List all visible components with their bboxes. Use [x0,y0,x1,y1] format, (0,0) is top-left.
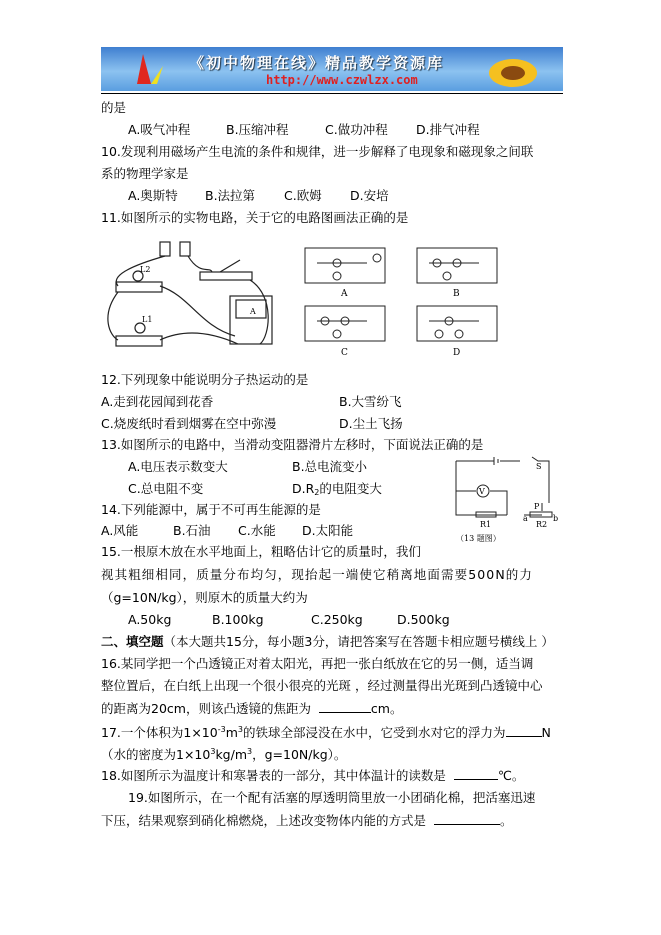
q15-option-b: B.100kg [212,612,264,627]
logo-icon [131,50,171,90]
diagram-label-c: C [341,348,348,358]
q10-option-c: C.欧姆 [284,188,322,203]
q13-text: 13.如图所示的电路中，当滑动变阻器滑片左移时，下面说法正确的是 [101,437,484,452]
q14-text: 14.下列能源中，属于不可再生能源的是 [101,502,321,517]
q11-text: 11.如图所示的实物电路，关于它的电路图画法正确的是 [101,210,409,225]
diagram-label-d: D [453,348,461,358]
q10-option-b: B.法拉第 [205,188,256,203]
q17-text-2: （水的密度为$1\times 10^3kg/m^3$，g=10N/kg）。 [101,747,347,762]
q13-option-d: $D.R_2$的电阻变大 [292,481,382,497]
q19-text: 19.如图所示，在一个配有活塞的厚透明筒里放一小团硝化棉，把活塞迅速 [128,790,536,805]
q9-option-c: C.做功冲程 [325,122,388,137]
q11-option-diagrams [297,236,507,361]
q9-option-b: B.压缩冲程 [226,122,289,137]
q16-answer-blank[interactable] [319,700,371,713]
q12-text: 12.下列现象中能说明分子热运动的是 [101,372,309,387]
q17-text: 17.一个体积为$1\times 10^{-3}m^3$的铁球全部浸没在水中，它受到水对它的浮力为 N [101,725,551,740]
figure-caption: （13 题图） [456,534,501,543]
q14-option-d: D.太阳能 [302,523,354,538]
q11-label-l1: L1 [142,315,153,324]
terminal-b-label: b [553,514,559,523]
slider-label: P [534,502,540,511]
q19-answer-blank[interactable] [434,812,500,825]
switch-label: S [536,462,542,471]
q13-circuit-figure [452,455,562,545]
diagram-d [417,306,497,341]
q18-answer-blank[interactable] [454,767,498,780]
header-banner [101,47,563,91]
diagram-label-b: B [453,289,460,299]
sunflower-icon [483,51,543,91]
q15-text-2: 视其粗细相同，质量分布均匀，现抬起一端使它稍离地面需要500N的力 [101,567,534,582]
q12-option-a: A.走到花园闻到花香 [101,394,214,409]
q14-option-a: A.风能 [101,523,139,538]
q9-continuation: 的是 [101,100,127,115]
section-2-heading: 二、填空题（本大题共15分，每小题3分，请把答案写在答题卡相应题号横线上 ） [101,634,554,649]
q16-text-3: 的距离为20cm，则该凸透镜的焦距为 cm。 [101,701,403,716]
q10-text-2: 系的物理学家是 [101,166,189,181]
terminal-a-label: a [523,514,528,523]
q12-option-d: D.尘土飞扬 [339,416,403,431]
q11-label-ammeter: A [250,307,256,316]
q15-option-c: C.250kg [311,612,363,627]
q19-text-2: 下压，结果观察到硝化棉燃烧，上述改变物体内能的方式是 。 [101,813,513,828]
q15-text: 15.一根原木放在水平地面上，粗略估计它的质量时，我们 [101,544,421,559]
q12-option-b: B.大雪纷飞 [339,394,402,409]
r1-label: R1 [480,520,492,529]
q17-answer-blank[interactable] [506,724,542,737]
q14-option-c: C.水能 [238,523,276,538]
q11-physical-circuit-figure [100,236,280,356]
q18-text: 18.如图所示为温度计和寒暑表的一部分，其中体温计的读数是 ℃。 [101,768,525,783]
diagram-a [305,248,385,283]
q9-option-d: D.排气冲程 [416,122,480,137]
q10-option-a: A.奥斯特 [128,188,178,203]
diagram-b [417,248,497,283]
q16-text: 16.某同学把一个凸透镜正对着太阳光，再把一张白纸放在它的另一侧，适当调 [101,656,534,671]
q10-option-d: D.安培 [350,188,389,203]
q16-text-2: 整位置后，在白纸上出现一个很小很亮的光斑 ，经过测量得出光斑到凸透镜中心 [101,678,543,693]
header-url[interactable]: http://www.czwlzx.com [266,73,418,87]
diagram-c [305,306,385,341]
q13-option-a: A.电压表示数变大 [128,459,228,474]
q13-option-b: B.总电流变小 [292,459,368,474]
header-title: 《初中物理在线》精品教学资源库 [189,54,445,72]
q15-text-3: （g=10N/kg），则原木的质量大约为 [101,590,308,605]
q13-option-c: C.总电阻不变 [128,481,204,496]
q11-label-l2: L2 [140,265,151,274]
voltmeter-label: V [479,487,485,496]
q14-option-b: B.石油 [173,523,211,538]
q15-option-d: D.500kg [397,612,450,627]
header-rule [101,93,563,94]
r2-label: R2 [536,520,548,529]
q15-option-a: A.50kg [128,612,172,627]
q12-option-c: C.烧废纸时看到烟雾在空中弥漫 [101,416,277,431]
q10-text: 10.发现利用磁场产生电流的条件和规律，进一步解释了电现象和磁现象之间联 [101,144,534,159]
q9-option-a: A.吸气冲程 [128,122,191,137]
diagram-label-a: A [341,289,348,299]
